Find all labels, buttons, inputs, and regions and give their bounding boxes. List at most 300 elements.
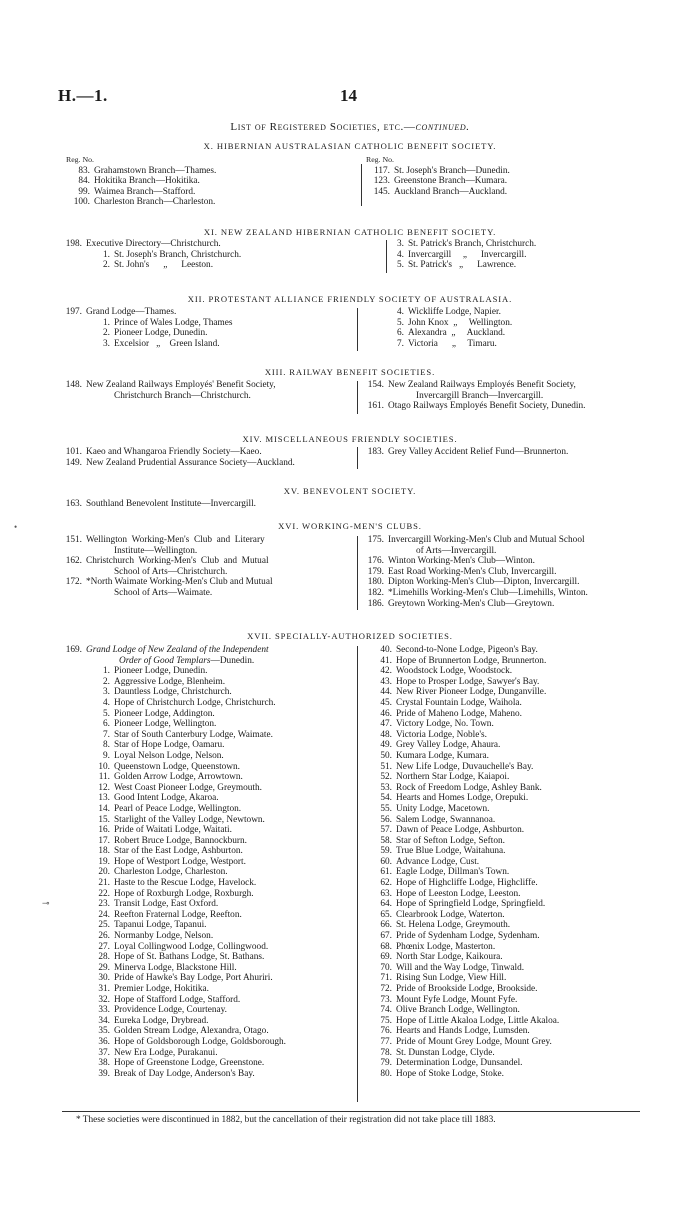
society-name: Hope of Highcliffe Lodge, Highcliffe. bbox=[396, 878, 538, 889]
reg-number: 179. bbox=[367, 566, 384, 577]
reg-number: 67. bbox=[380, 931, 392, 942]
reg-number: 33. bbox=[98, 1005, 110, 1016]
reg-number: 35. bbox=[98, 1026, 110, 1037]
reg-number: 23. bbox=[98, 899, 110, 910]
reg-number: 123. bbox=[373, 176, 390, 187]
society-name: Normanby Lodge, Nelson. bbox=[114, 931, 214, 942]
reg-number: 59. bbox=[380, 846, 392, 857]
list-item bbox=[58, 380, 276, 391]
society-name: Greenstone Branch—Kumara. bbox=[394, 176, 508, 187]
list-item bbox=[58, 677, 286, 688]
reg-number: 3. bbox=[103, 338, 110, 349]
society-name: Winton Working-Men's Club—Winton. bbox=[388, 556, 535, 567]
list-item bbox=[368, 1058, 559, 1069]
society-name: St. Joseph's Branch, Christchurch. bbox=[114, 249, 242, 260]
list-item bbox=[368, 709, 559, 720]
society-name: Pride of Maheno Lodge, Maheno. bbox=[396, 708, 522, 719]
society-name: Christchurch Working-Men's Club and Mutual bbox=[86, 556, 269, 567]
reg-number: 43. bbox=[380, 676, 392, 687]
list-item bbox=[368, 878, 559, 889]
list-item bbox=[58, 391, 276, 402]
reg-number: 169. bbox=[65, 645, 82, 655]
society-name: Pride of Hawke's Bay Lodge, Port Ahuriri. bbox=[114, 973, 273, 984]
section-xiv-left bbox=[58, 447, 295, 468]
reg-number: 163. bbox=[65, 499, 82, 509]
list-item bbox=[368, 698, 559, 709]
society-name: Alexandra „ Auckland. bbox=[408, 328, 506, 339]
list-item bbox=[58, 1016, 286, 1027]
society-name: Hokitika Branch—Hokitika. bbox=[94, 176, 200, 187]
reg-number: 34. bbox=[98, 1015, 110, 1026]
society-name: Break of Day Lodge, Anderson's Bay. bbox=[114, 1068, 255, 1079]
reg-number: 145. bbox=[373, 186, 390, 197]
reg-number: 39. bbox=[98, 1068, 110, 1079]
list-item bbox=[58, 942, 286, 953]
society-name: Wellington Working-Men's Club and Literary bbox=[86, 535, 265, 545]
society-name: Waimea Branch—Stafford. bbox=[94, 186, 196, 197]
society-name: Otago Railways Employés Benefit Society, Dunedin. bbox=[388, 401, 586, 412]
list-item bbox=[58, 804, 286, 815]
section-xiii-left bbox=[58, 380, 276, 401]
list-item bbox=[58, 709, 286, 720]
reg-number: 80. bbox=[380, 1068, 392, 1079]
list-item bbox=[58, 447, 295, 458]
reg-number: 73. bbox=[380, 994, 392, 1005]
list-item bbox=[58, 577, 273, 588]
list-item bbox=[58, 772, 286, 783]
society-name: Grahamstown Branch—Thames. bbox=[94, 165, 217, 176]
reg-number: 57. bbox=[380, 825, 392, 836]
grand-lodge-location: —Dunedin. bbox=[210, 655, 255, 666]
society-name: Hope of Westport Lodge, Westport. bbox=[114, 856, 246, 867]
list-item bbox=[366, 187, 510, 198]
list-item bbox=[58, 499, 256, 510]
reg-number: 78. bbox=[380, 1047, 392, 1058]
society-name: Hope of Little Akaloa Lodge, Little Akaloa. bbox=[396, 1015, 560, 1026]
list-item bbox=[368, 889, 559, 900]
society-name: Phœnix Lodge, Masterton. bbox=[396, 941, 496, 952]
list-item bbox=[368, 656, 559, 667]
society-name: Prince of Wales Lodge, Thames bbox=[114, 317, 233, 328]
reg-number: 4. bbox=[397, 249, 404, 260]
reg-number: 30. bbox=[98, 973, 110, 984]
grand-lodge-title: Grand Lodge of New Zealand of the Independent bbox=[86, 645, 269, 655]
society-name: New River Pioneer Lodge, Dunganville. bbox=[396, 687, 547, 698]
reg-number: 5. bbox=[103, 708, 110, 719]
reg-number: 29. bbox=[98, 962, 110, 973]
reg-number: 54. bbox=[380, 793, 392, 804]
society-name: Queenstown Lodge, Queenstown. bbox=[114, 761, 240, 772]
society-name: Star of South Canterbury Lodge, Waimate. bbox=[114, 729, 273, 740]
list-item bbox=[380, 318, 512, 329]
list-item bbox=[368, 942, 559, 953]
society-name: Mount Fyfe Lodge, Mount Fyfe. bbox=[396, 994, 518, 1005]
reg-number: 36. bbox=[98, 1036, 110, 1047]
reg-number: 20. bbox=[98, 867, 110, 878]
reg-number: 17. bbox=[98, 835, 110, 846]
list-item bbox=[366, 166, 510, 177]
reg-number: 63. bbox=[380, 888, 392, 899]
society-name: Auckland Branch—Auckland. bbox=[394, 186, 508, 197]
society-name: Dawn of Peace Lodge, Ashburton. bbox=[396, 825, 525, 836]
section-heading-xiii: XIII. RAILWAY BENEFIT SOCIETIES. bbox=[264, 367, 436, 377]
list-item bbox=[368, 984, 559, 995]
reg-number: 50. bbox=[380, 750, 392, 761]
reg-number: 75. bbox=[380, 1015, 392, 1026]
list-item bbox=[368, 910, 559, 921]
section-xv-list bbox=[58, 499, 256, 510]
reg-number: 64. bbox=[380, 899, 392, 910]
society-name: Northern Star Lodge, Kaiapoi. bbox=[396, 772, 510, 783]
society-name: Hope of Christchurch Lodge, Christchurch. bbox=[114, 697, 276, 708]
reg-number: 31. bbox=[98, 984, 110, 994]
society-name: Star of Hope Lodge, Oamaru. bbox=[114, 740, 225, 751]
list-item bbox=[368, 645, 559, 656]
society-name: Reefton Fraternal Lodge, Reefton. bbox=[114, 909, 242, 920]
society-name: Hope to Prosper Lodge, Sawyer's Bay. bbox=[396, 676, 540, 687]
list-item bbox=[368, 1048, 559, 1059]
reg-number: 151. bbox=[65, 535, 82, 545]
reg-number: 176. bbox=[367, 556, 384, 567]
society-name: New Era Lodge, Purakanui. bbox=[114, 1047, 218, 1058]
list-item bbox=[58, 339, 232, 350]
reg-no-label: Reg. No. bbox=[366, 155, 394, 164]
society-name: Greytown Working-Men's Club—Greytown. bbox=[388, 598, 555, 609]
society-name: True Blue Lodge, Waitahuna. bbox=[396, 846, 506, 857]
society-name: John Knox „ Wellington. bbox=[408, 317, 513, 328]
column-divider bbox=[357, 646, 358, 1102]
grand-lodge-title-cont: Order of Good Templars bbox=[119, 655, 211, 666]
society-name: Invercargill „ Invercargill. bbox=[408, 249, 527, 260]
list-item bbox=[368, 1016, 559, 1027]
list-item bbox=[368, 1037, 559, 1048]
section-xi-right bbox=[380, 239, 536, 271]
list-item bbox=[58, 307, 232, 318]
list-item bbox=[58, 793, 286, 804]
list-item bbox=[368, 995, 559, 1006]
society-name: St. Dunstan Lodge, Clyde. bbox=[396, 1047, 495, 1058]
society-name: Pride of Brookside Lodge, Brookside. bbox=[396, 984, 538, 994]
reg-number: 148. bbox=[65, 380, 82, 390]
list-item bbox=[368, 899, 559, 910]
list-item bbox=[58, 1058, 286, 1069]
reg-number: 40. bbox=[380, 645, 392, 655]
society-name: Victoria „ Timaru. bbox=[408, 338, 497, 349]
reg-number: 26. bbox=[98, 931, 110, 942]
list-item bbox=[380, 250, 536, 261]
list-item bbox=[368, 772, 559, 783]
reg-number: 32. bbox=[98, 994, 110, 1005]
reg-number: 7. bbox=[103, 729, 110, 740]
society-name: Invercargill Branch—Invercargill. bbox=[416, 390, 544, 401]
society-name: East Road Working-Men's Club, Invercargill. bbox=[388, 566, 557, 577]
list-item bbox=[368, 920, 559, 931]
list-item bbox=[58, 1005, 286, 1016]
section-heading-xvii: XVII. SPECIALLY-AUTHORIZED SOCIETIES. bbox=[247, 631, 453, 641]
reg-number: 101. bbox=[65, 447, 82, 457]
list-item bbox=[360, 567, 588, 578]
reg-number: 71. bbox=[380, 973, 392, 984]
reg-number: 162. bbox=[65, 556, 82, 567]
reg-number: 55. bbox=[380, 803, 392, 814]
title-continued: continued. bbox=[415, 121, 470, 133]
list-item bbox=[58, 920, 286, 931]
reg-number: 49. bbox=[380, 740, 392, 751]
reg-no-label: Reg. No. bbox=[66, 155, 94, 164]
society-name: Loyal Nelson Lodge, Nelson. bbox=[114, 750, 224, 761]
society-name: Tapanui Lodge, Tapanui. bbox=[114, 920, 207, 931]
reg-number: 197. bbox=[65, 307, 82, 317]
list-item bbox=[58, 1069, 286, 1080]
list-item bbox=[360, 546, 588, 557]
reg-number: 25. bbox=[98, 920, 110, 931]
margin-mark: • bbox=[14, 522, 18, 532]
reg-number: 172. bbox=[65, 577, 82, 588]
society-name: St. John's „ Leeston. bbox=[114, 260, 214, 271]
list-item bbox=[368, 730, 559, 741]
reg-number: 6. bbox=[103, 719, 110, 730]
list-item bbox=[368, 815, 559, 826]
society-name: Haste to the Rescue Lodge, Havelock. bbox=[114, 878, 257, 889]
reg-number: 76. bbox=[380, 1026, 392, 1037]
society-name: Eureka Lodge, Drybread. bbox=[114, 1015, 209, 1026]
section-xvii-right bbox=[368, 645, 559, 1079]
reg-number: 65. bbox=[380, 909, 392, 920]
reg-number: 2. bbox=[103, 260, 110, 271]
list-item bbox=[380, 339, 512, 350]
list-item bbox=[368, 783, 559, 794]
list-item bbox=[360, 380, 585, 391]
society-name: Pioneer Lodge, Wellington. bbox=[114, 719, 217, 730]
reg-number: 182. bbox=[367, 587, 384, 598]
list-item bbox=[58, 458, 295, 469]
list-item bbox=[58, 546, 273, 557]
reg-number: 2. bbox=[103, 676, 110, 687]
list-item bbox=[58, 687, 286, 698]
society-name: Pioneer Lodge, Dunedin. bbox=[114, 666, 208, 677]
reg-number: 62. bbox=[380, 878, 392, 889]
society-name: *Limehills Working-Men's Club—Limehills, Winton. bbox=[388, 587, 588, 598]
section-xiv-right bbox=[360, 447, 568, 458]
list-item bbox=[380, 239, 536, 250]
society-name: Institute—Wellington. bbox=[114, 545, 198, 556]
list-item bbox=[360, 447, 568, 458]
society-name: Invercargill Working-Men's Club and Mutual School bbox=[388, 535, 585, 545]
list-item bbox=[360, 599, 588, 610]
reg-number: 12. bbox=[98, 782, 110, 793]
list-item bbox=[368, 836, 559, 847]
society-name: Salem Lodge, Swannanoa. bbox=[396, 814, 496, 825]
list-item bbox=[368, 825, 559, 836]
society-name: *North Waimate Working-Men's Club and Mutual bbox=[86, 577, 273, 588]
list-item bbox=[58, 318, 232, 329]
section-xii-right bbox=[380, 307, 512, 349]
society-name: St. Helena Lodge, Greymouth. bbox=[396, 920, 511, 931]
column-divider bbox=[357, 536, 358, 610]
society-name: School of Arts—Waimate. bbox=[114, 587, 213, 598]
society-name: School of Arts—Christchurch. bbox=[114, 566, 228, 577]
footnote-rule bbox=[62, 1111, 640, 1112]
reg-number: 74. bbox=[380, 1005, 392, 1016]
society-name: Hope of Springfield Lodge, Springfield. bbox=[396, 899, 546, 910]
list-item bbox=[66, 176, 216, 187]
reg-number: 16. bbox=[98, 825, 110, 836]
list-item bbox=[58, 556, 273, 567]
page-title bbox=[0, 121, 700, 133]
reg-number: 66. bbox=[380, 920, 392, 931]
society-name: Dipton Working-Men's Club—Dipton, Invercargill. bbox=[388, 577, 580, 588]
society-name: Victory Lodge, No. Town. bbox=[396, 719, 494, 730]
list-item bbox=[58, 535, 273, 546]
reg-number: 5. bbox=[397, 260, 404, 271]
list-item bbox=[368, 931, 559, 942]
list bbox=[58, 666, 286, 1079]
list-item bbox=[58, 825, 286, 836]
society-name: Eagle Lodge, Dillman's Town. bbox=[396, 867, 510, 878]
list-item bbox=[360, 391, 585, 402]
reg-number: 45. bbox=[380, 697, 392, 708]
reg-number: 100. bbox=[73, 197, 90, 208]
society-name: St. Patrick's „ Lawrence. bbox=[408, 260, 517, 271]
reg-number: 58. bbox=[380, 835, 392, 846]
list bbox=[66, 166, 216, 208]
reg-number: 198. bbox=[65, 239, 82, 249]
list-item bbox=[58, 857, 286, 868]
reg-number: 22. bbox=[98, 888, 110, 899]
list-item bbox=[58, 666, 286, 677]
list-item bbox=[58, 730, 286, 741]
reg-number: 38. bbox=[98, 1058, 110, 1069]
footnote: * These societies were discontinued in 1882, but the cancellation of their registration did not take place till 1883. bbox=[76, 1115, 496, 1125]
column-divider bbox=[357, 447, 358, 469]
list-item bbox=[368, 677, 559, 688]
society-name: Kumara Lodge, Kumara. bbox=[396, 750, 489, 761]
list bbox=[366, 166, 510, 198]
list-item bbox=[368, 762, 559, 773]
reg-number: 13. bbox=[98, 793, 110, 804]
reg-number: 27. bbox=[98, 941, 110, 952]
list-item bbox=[368, 1026, 559, 1037]
list-item bbox=[58, 952, 286, 963]
list-item bbox=[360, 556, 588, 567]
list-item bbox=[58, 973, 286, 984]
reg-number: 44. bbox=[380, 687, 392, 698]
list-item bbox=[58, 867, 286, 878]
column-divider bbox=[357, 381, 358, 414]
section-xiii-right bbox=[360, 380, 585, 412]
reg-number: 1. bbox=[103, 666, 110, 677]
society-name: North Star Lodge, Kaikoura. bbox=[396, 952, 503, 963]
section-heading-xiv: XIV. MISCELLANEOUS FRIENDLY SOCIETIES. bbox=[242, 434, 458, 444]
list-item bbox=[58, 645, 286, 656]
society-name: Executive Directory—Christchurch. bbox=[86, 239, 221, 249]
society-name: Pride of Sydenham Lodge, Sydenham. bbox=[396, 931, 540, 942]
column-divider bbox=[357, 308, 358, 351]
society-name: Providence Lodge, Courtenay. bbox=[114, 1005, 227, 1016]
reg-number: 10. bbox=[98, 761, 110, 772]
society-name: Pride of Waitati Lodge, Waitati. bbox=[114, 825, 232, 836]
list-item bbox=[360, 577, 588, 588]
reg-number: 183. bbox=[367, 447, 384, 457]
section-heading-xii: XII. PROTESTANT ALLIANCE FRIENDLY SOCIETY OF AUSTRALASIA. bbox=[187, 294, 513, 304]
society-name: Olive Branch Lodge, Wellington. bbox=[396, 1005, 520, 1016]
society-name: Star of the East Lodge, Ashburton. bbox=[114, 846, 243, 857]
list-item bbox=[368, 666, 559, 677]
reg-number: 51. bbox=[380, 761, 392, 772]
list-item bbox=[58, 878, 286, 889]
reg-number: 14. bbox=[98, 803, 110, 814]
society-name: Determination Lodge, Dunsandel. bbox=[396, 1058, 523, 1069]
reg-number: 1. bbox=[103, 317, 110, 328]
list-item bbox=[360, 588, 588, 599]
reg-number: 117. bbox=[374, 165, 390, 176]
column-divider bbox=[361, 164, 362, 206]
society-name: Will and the Way Lodge, Tinwald. bbox=[396, 962, 525, 973]
list-item bbox=[58, 783, 286, 794]
society-name: Second-to-None Lodge, Pigeon's Bay. bbox=[396, 645, 538, 655]
reg-number: 19. bbox=[98, 856, 110, 867]
list-item bbox=[368, 867, 559, 878]
reg-number: 7. bbox=[397, 338, 404, 349]
society-name: Premier Lodge, Hokitika. bbox=[114, 984, 210, 994]
society-name: Charleston Branch—Charleston. bbox=[94, 197, 216, 208]
reg-number: 3. bbox=[103, 687, 110, 698]
list-item bbox=[58, 910, 286, 921]
reg-number: 52. bbox=[380, 772, 392, 783]
reg-number: 8. bbox=[103, 740, 110, 751]
reg-number: 42. bbox=[380, 666, 392, 677]
reg-number: 154. bbox=[367, 380, 384, 390]
section-xi-left bbox=[58, 239, 241, 271]
reg-number: 37. bbox=[98, 1047, 110, 1058]
section-xvi-left bbox=[58, 535, 273, 599]
reg-number: 61. bbox=[380, 867, 392, 878]
list-item bbox=[58, 1048, 286, 1059]
section-heading-xv: XV. BENEVOLENT SOCIETY. bbox=[283, 486, 417, 496]
reg-number: 175. bbox=[367, 535, 384, 545]
reg-number: 2. bbox=[103, 328, 110, 339]
society-name: New Zealand Railways Employés Benefit Society, bbox=[388, 380, 576, 390]
society-name: Advance Lodge, Cust. bbox=[396, 856, 480, 867]
list-item bbox=[380, 328, 512, 339]
society-name: Minerva Lodge, Blackstone Hill. bbox=[114, 962, 237, 973]
reg-number: 53. bbox=[380, 782, 392, 793]
margin-mark: ⊸ bbox=[42, 898, 50, 908]
reg-number: 24. bbox=[98, 909, 110, 920]
section-heading-xi: XI. NEW ZEALAND HIBERNIAN CATHOLIC BENEFIT SOCIETY. bbox=[203, 227, 497, 237]
reg-number: 18. bbox=[98, 846, 110, 857]
list-item bbox=[58, 995, 286, 1006]
society-name: West Coast Pioneer Lodge, Greymouth. bbox=[114, 782, 262, 793]
page-number: 14 bbox=[340, 86, 357, 105]
list-item bbox=[58, 815, 286, 826]
society-name: Wickliffe Lodge, Napier. bbox=[408, 307, 501, 317]
society-name: Aggressive Lodge, Blenheim. bbox=[114, 676, 226, 687]
society-name: Starlight of the Valley Lodge, Newtown. bbox=[114, 814, 265, 825]
list-item bbox=[368, 963, 559, 974]
list-item bbox=[368, 751, 559, 762]
society-name: Hope of Brunnerton Lodge, Brunnerton. bbox=[396, 655, 547, 666]
society-name: Dauntless Lodge, Christchurch. bbox=[114, 687, 232, 698]
report-code: H.—1. bbox=[58, 86, 108, 105]
reg-number: 56. bbox=[380, 814, 392, 825]
list-item bbox=[58, 984, 286, 995]
section-heading-xvi: XVI. WORKING-MEN'S CLUBS. bbox=[278, 521, 422, 531]
list-item bbox=[66, 187, 216, 198]
society-name: Grey Valley Lodge, Ahaura. bbox=[396, 740, 501, 751]
reg-number: 21. bbox=[98, 878, 110, 889]
list-item bbox=[58, 567, 273, 578]
